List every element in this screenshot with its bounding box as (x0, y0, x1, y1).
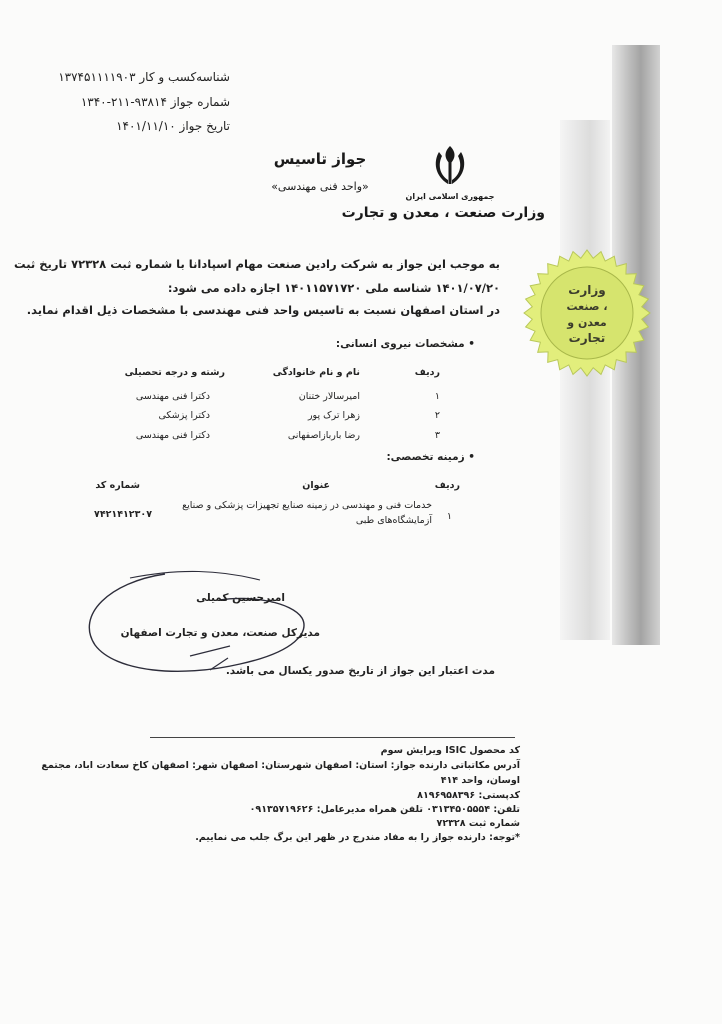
staff-row-1-degree: دکترا فنی مهندسی (135, 391, 210, 402)
field-row-code: ۷۴۲۱۴۱۲۳۰۷ (94, 509, 152, 520)
signer-name: امیرحسین کمیلی (196, 592, 285, 604)
iran-emblem-icon (430, 142, 470, 190)
staff-header-num: ردیف (414, 367, 440, 378)
staff-row-1-num: ۱ (434, 391, 440, 402)
footer-note: *توجه: دارنده جواز را به مفاد مندرج در ظهر این برگ جلب می نماییم. (195, 832, 520, 843)
staff-row-3-name: رضا باربازاصفهانی (287, 430, 360, 441)
field-heading: • زمینه تخصصی: (386, 451, 475, 463)
intro-line-2: ۱۴۰۱/۰۷/۲۰ شناسه ملی ۱۴۰۱۱۵۷۱۷۲۰ اجازه داده می شود: (167, 281, 500, 295)
license-number: شماره جواز ۹۳۸۱۴-۲۱۱-۱۳۴۰ (80, 95, 230, 109)
footer-postal: کدپستی: ۸۱۹۶۹۵۸۳۹۶ (417, 790, 520, 801)
intro-line-3: در استان اصفهان نسبت به تاسیس واحد فنی مهندسی با مشخصات ذیل اقدام نماید. (26, 303, 500, 317)
staff-row-3-degree: دکترا فنی مهندسی (135, 430, 210, 441)
footer-isic: کد محصول ISIC ویرایش سوم (380, 745, 520, 756)
staff-row-3-num: ۳ (434, 430, 440, 441)
ministry-seal (522, 248, 652, 378)
footer-address-2: اوسان، واحد ۴۱۴ (440, 775, 520, 786)
intro-line-1: به موجب این جواز به شرکت رادین صنعت مهام اسپادانا با شماره ثبت ۷۲۳۲۸ تاریخ ثبت (14, 257, 500, 271)
signer-position: مدیرکل صنعت، معدن و تجارت اصفهان (120, 627, 320, 639)
ministry-name: وزارت صنعت ، معدن و تجارت (341, 205, 545, 221)
footer-phone: تلفن: ۰۳۱۳۴۵۰۵۵۵۴ تلفن همراه مدیرعامل: ۰۹۱۳۵۷۱۹۶۲۶ (249, 804, 520, 815)
page-subtitle: «واحد فنی مهندسی» (271, 180, 369, 193)
seal-line-3: معدن و (567, 316, 607, 329)
emblem-country: جمهوری اسلامی ایران (405, 192, 495, 201)
field-header-title: عنوان (302, 480, 330, 491)
staff-row-2-name: زهرا ترک پور (307, 410, 360, 421)
staff-header-degree: رشته و درجه تحصیلی (124, 367, 225, 378)
seal-line-2: صنعت ، (566, 300, 608, 313)
field-row-title-2: آزمایشگاه‌های طبی (355, 515, 432, 526)
staff-row-2-num: ۲ (434, 410, 440, 421)
staff-row-2-degree: دکترا پزشکی (158, 410, 210, 421)
footer-address-1: آدرس مکاتباتی دارنده جواز: استان: اصفهان شهرستان: اصفهان شهر: اصفهان کاخ سعادت اباد، مجتمع (41, 760, 520, 771)
footer-registration: شماره ثبت ۷۲۳۲۸ (436, 818, 520, 829)
seal-line-4: تجارت (568, 331, 606, 345)
field-header-num: ردیف (434, 480, 460, 491)
business-id: شناسه‌کسب و کار ۱۳۷۴۵۱۱۱۱۹۰۳ (58, 70, 230, 84)
field-row-title-1: خدمات فنی و مهندسی در زمینه صنایع تجهیزات پزشکی و صنایع (182, 500, 432, 511)
seal-line-1: وزارت (568, 283, 606, 297)
staff-header-name: نام و نام خانوادگی (272, 367, 360, 378)
footer-divider (150, 737, 515, 738)
validity-note: مدت اعتبار این جواز از تاریخ صدور یکسال می باشد. (225, 665, 495, 677)
license-date: تاریخ جواز ۱۴۰۱/۱۱/۱۰ (116, 119, 230, 133)
field-header-code: شماره کد (95, 480, 140, 491)
field-row-num: ۱ (446, 511, 452, 522)
page-title: جواز تاسیس (273, 150, 367, 168)
decorative-ribbon-light (560, 120, 610, 640)
staff-row-1-name: امیرسالار ختنان (298, 391, 360, 402)
staff-heading: • مشخصات نیروی انسانی: (335, 338, 475, 350)
